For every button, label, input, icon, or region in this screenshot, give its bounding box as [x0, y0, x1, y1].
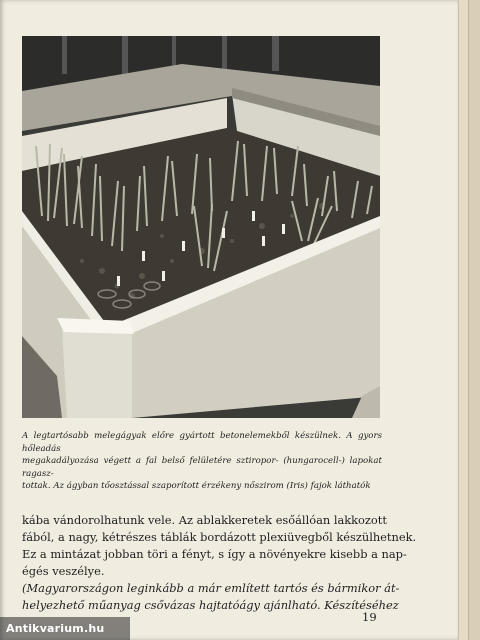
page-edge-outer: [468, 0, 480, 640]
caption-line: megakadályozása végett a fal belső felületére sztiropor- (hungarocell-) lapokat ragasz-: [22, 456, 382, 479]
caption-line: A legtartósabb melegágyak előre gyártott betonelemekből készülnek. A gyors hőleadás: [22, 431, 382, 454]
photo-caption: [22, 430, 382, 493]
cold-frame-photo: [22, 36, 380, 418]
body-line: égés veszélye.: [22, 564, 105, 578]
body-line: helyezhető műanyag csővázas hajtatóágy ajánlható. Készítéséhez: [22, 598, 399, 612]
body-line: fából, a nagy, kétrészes táblák bordázott plexiüvegből készülhetnek.: [22, 530, 417, 544]
body-line: (Magyarországon leginkább a már említett tartós és bármikor át-: [22, 581, 400, 595]
body-line: Ez a mintázat jobban töri a fényt, s így a növényekre kisebb a nap-: [22, 547, 407, 561]
caption-line: tottak. Az ágyban tőosztással szaporított érzékeny nőszirom (Iris) fajok láthatók: [22, 481, 371, 491]
body-line: kába vándorolhatunk vele. Az ablakkeretek esőállóan lakkozott: [22, 513, 387, 527]
body-paragraph: [22, 512, 417, 614]
page-number: 19: [362, 610, 377, 624]
site-watermark: Antikvarium.hu: [0, 617, 130, 640]
